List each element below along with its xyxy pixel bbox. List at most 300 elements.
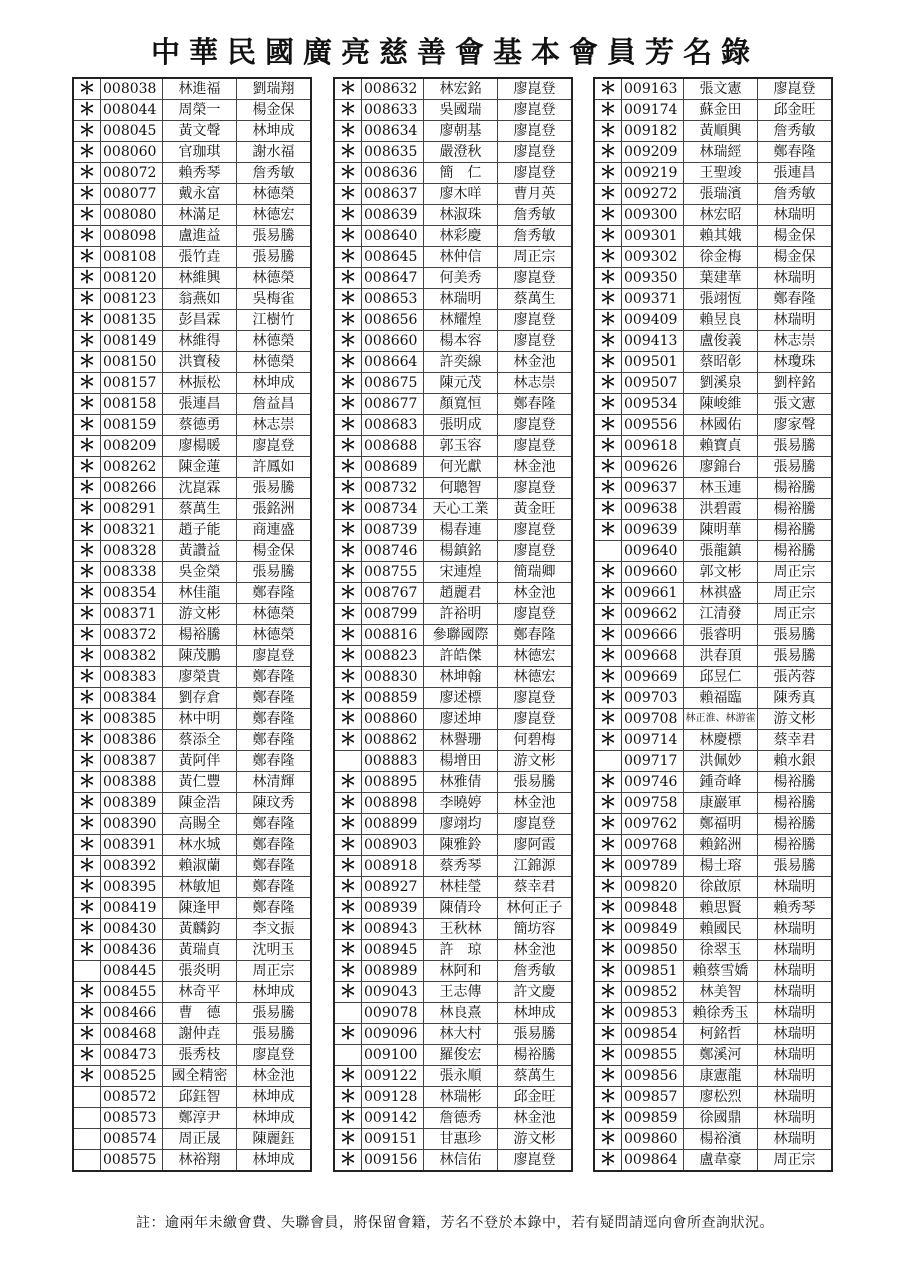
member-mark: ＊ xyxy=(74,457,101,478)
member-number: 009666 xyxy=(622,625,684,646)
referrer-name: 廖崑登 xyxy=(498,520,572,541)
member-number: 008157 xyxy=(101,373,163,394)
table-row xyxy=(74,79,310,100)
table-row xyxy=(335,688,571,709)
referrer-name: 廖崑登 xyxy=(237,1045,311,1066)
member-number: 008767 xyxy=(362,583,424,604)
member-number: 009151 xyxy=(362,1129,424,1150)
member-number: 008321 xyxy=(101,520,163,541)
table-row xyxy=(595,1003,831,1024)
table-row xyxy=(595,373,831,394)
member-mark xyxy=(595,541,622,562)
member-mark xyxy=(74,961,101,982)
member-name: 官珈琪 xyxy=(163,142,237,163)
table-row xyxy=(335,478,571,499)
member-name: 楊增田 xyxy=(424,751,498,772)
member-name: 林佳龍 xyxy=(163,583,237,604)
member-mark: ＊ xyxy=(335,499,362,520)
member-name: 林正淮、林游雀 xyxy=(684,709,758,730)
member-number: 009556 xyxy=(622,415,684,436)
referrer-name: 林金池 xyxy=(237,1066,311,1087)
member-number: 008419 xyxy=(101,898,163,919)
member-number: 008927 xyxy=(362,877,424,898)
table-row xyxy=(335,751,571,772)
member-mark: ＊ xyxy=(595,79,622,100)
page-title: 中華民國廣亮慈善會基本會員芳名錄 xyxy=(150,35,759,69)
member-name: 林振松 xyxy=(163,373,237,394)
member-name: 蔡德勇 xyxy=(163,415,237,436)
member-name: 徐啟原 xyxy=(684,877,758,898)
referrer-name: 鄭春隆 xyxy=(758,142,832,163)
member-number: 008862 xyxy=(362,730,424,751)
member-name: 羅俊宏 xyxy=(424,1045,498,1066)
member-table xyxy=(595,79,831,1170)
referrer-name: 張易騰 xyxy=(758,856,832,877)
referrer-name: 林志崇 xyxy=(237,415,311,436)
member-mark: ＊ xyxy=(335,583,362,604)
member-name: 廖錦台 xyxy=(684,457,758,478)
member-name: 周正晟 xyxy=(163,1129,237,1150)
member-number: 008903 xyxy=(362,835,424,856)
member-mark: ＊ xyxy=(74,583,101,604)
member-mark xyxy=(335,1045,362,1066)
member-mark: ＊ xyxy=(595,415,622,436)
referrer-name: 沈明玉 xyxy=(237,940,311,961)
table-row xyxy=(74,541,310,562)
member-name: 顏寬恒 xyxy=(424,394,498,415)
member-name: 賴秀琴 xyxy=(163,163,237,184)
member-name: 周榮一 xyxy=(163,100,237,121)
member-number: 008372 xyxy=(101,625,163,646)
table-row xyxy=(335,121,571,142)
member-name: 蔡秀琴 xyxy=(424,856,498,877)
table-row xyxy=(335,352,571,373)
referrer-name: 張易騰 xyxy=(758,436,832,457)
member-name: 鍾奇峰 xyxy=(684,772,758,793)
member-mark: ＊ xyxy=(595,898,622,919)
member-name: 楊裕濱 xyxy=(684,1129,758,1150)
member-mark: ＊ xyxy=(595,394,622,415)
referrer-name: 鄭春隆 xyxy=(237,688,311,709)
table-row xyxy=(595,1150,831,1171)
member-mark: ＊ xyxy=(335,625,362,646)
member-name: 游文彬 xyxy=(163,604,237,625)
member-mark: ＊ xyxy=(74,121,101,142)
member-mark: ＊ xyxy=(335,1150,362,1171)
table-row xyxy=(595,940,831,961)
member-number: 009219 xyxy=(622,163,684,184)
referrer-name: 楊裕騰 xyxy=(758,541,832,562)
member-name: 廖述標 xyxy=(424,688,498,709)
member-number: 009272 xyxy=(622,184,684,205)
referrer-name: 詹秀敏 xyxy=(498,226,572,247)
member-number: 008675 xyxy=(362,373,424,394)
table-row xyxy=(335,268,571,289)
member-mark: ＊ xyxy=(335,898,362,919)
referrer-name: 林德榮 xyxy=(237,604,311,625)
table-row xyxy=(74,1108,310,1129)
member-name: 戴永富 xyxy=(163,184,237,205)
referrer-name: 李文振 xyxy=(237,919,311,940)
referrer-name: 許文慶 xyxy=(498,982,572,1003)
table-row xyxy=(335,142,571,163)
member-number: 008385 xyxy=(101,709,163,730)
referrer-name: 廖崑登 xyxy=(498,415,572,436)
referrer-name: 周正宗 xyxy=(498,247,572,268)
referrer-name: 林金池 xyxy=(498,352,572,373)
referrer-name: 林瑞明 xyxy=(758,1003,832,1024)
member-number: 008859 xyxy=(362,688,424,709)
table-row xyxy=(595,268,831,289)
member-number: 009662 xyxy=(622,604,684,625)
member-mark: ＊ xyxy=(595,499,622,520)
referrer-name: 曹月英 xyxy=(498,184,572,205)
member-name: 陳倩玲 xyxy=(424,898,498,919)
member-number: 009174 xyxy=(622,100,684,121)
table-row xyxy=(74,898,310,919)
member-mark: ＊ xyxy=(595,646,622,667)
table-row xyxy=(595,835,831,856)
member-mark: ＊ xyxy=(335,457,362,478)
member-number: 009714 xyxy=(622,730,684,751)
referrer-name: 張易騰 xyxy=(758,646,832,667)
member-name: 張炎明 xyxy=(163,961,237,982)
member-name: 林耀煌 xyxy=(424,310,498,331)
member-mark: ＊ xyxy=(335,436,362,457)
member-mark: ＊ xyxy=(595,478,622,499)
table-row xyxy=(595,499,831,520)
referrer-name: 謝水福 xyxy=(237,142,311,163)
member-mark: ＊ xyxy=(74,415,101,436)
table-row xyxy=(335,184,571,205)
member-name: 吳金榮 xyxy=(163,562,237,583)
referrer-name: 吳梅雀 xyxy=(237,289,311,310)
member-name: 鄭溪河 xyxy=(684,1045,758,1066)
table-row xyxy=(335,835,571,856)
table-row xyxy=(335,583,571,604)
referrer-name: 林瑞明 xyxy=(758,1045,832,1066)
table-row xyxy=(335,436,571,457)
member-number: 009758 xyxy=(622,793,684,814)
member-mark: ＊ xyxy=(74,751,101,772)
member-mark: ＊ xyxy=(335,1024,362,1045)
table-row xyxy=(595,1087,831,1108)
member-name: 張瑞濱 xyxy=(684,184,758,205)
member-number: 008943 xyxy=(362,919,424,940)
member-number: 008080 xyxy=(101,205,163,226)
member-mark: ＊ xyxy=(335,709,362,730)
member-table xyxy=(74,79,310,1170)
table-row xyxy=(74,289,310,310)
member-mark: ＊ xyxy=(335,961,362,982)
member-mark: ＊ xyxy=(335,373,362,394)
member-name: 張文憲 xyxy=(684,79,758,100)
member-number: 008860 xyxy=(362,709,424,730)
referrer-name: 廖崑登 xyxy=(498,814,572,835)
table-row xyxy=(74,793,310,814)
member-name: 陳明華 xyxy=(684,520,758,541)
member-number: 008262 xyxy=(101,457,163,478)
referrer-name: 林德榮 xyxy=(237,268,311,289)
table-row xyxy=(335,1087,571,1108)
member-mark: ＊ xyxy=(595,730,622,751)
referrer-name: 何碧梅 xyxy=(498,730,572,751)
table-row xyxy=(335,625,571,646)
member-number: 009669 xyxy=(622,667,684,688)
member-mark: ＊ xyxy=(595,583,622,604)
member-name: 何聰智 xyxy=(424,478,498,499)
member-name: 林桂瑩 xyxy=(424,877,498,898)
table-row xyxy=(595,289,831,310)
referrer-name: 廖崑登 xyxy=(498,310,572,331)
table-row xyxy=(74,625,310,646)
member-name: 李曉婷 xyxy=(424,793,498,814)
member-mark: ＊ xyxy=(595,709,622,730)
referrer-name: 蔡幸君 xyxy=(498,877,572,898)
referrer-name: 張易騰 xyxy=(237,562,311,583)
table-row xyxy=(74,1150,310,1171)
member-name: 陳金浩 xyxy=(163,793,237,814)
member-mark: ＊ xyxy=(595,1108,622,1129)
member-name: 林敏旭 xyxy=(163,877,237,898)
table-row xyxy=(595,856,831,877)
member-number: 008632 xyxy=(362,79,424,100)
member-mark: ＊ xyxy=(595,1150,622,1171)
member-name: 林信佑 xyxy=(424,1150,498,1171)
member-name: 曹 德 xyxy=(163,1003,237,1024)
member-number: 008635 xyxy=(362,142,424,163)
member-number: 008209 xyxy=(101,436,163,457)
member-mark: ＊ xyxy=(595,352,622,373)
member-number: 008159 xyxy=(101,415,163,436)
table-row xyxy=(595,583,831,604)
member-name: 黃讚益 xyxy=(163,541,237,562)
member-name: 林淑珠 xyxy=(424,205,498,226)
member-number: 008883 xyxy=(362,751,424,772)
member-mark: ＊ xyxy=(595,688,622,709)
table-row xyxy=(595,814,831,835)
table-row xyxy=(74,394,310,415)
table-row xyxy=(595,205,831,226)
member-name: 廖述坤 xyxy=(424,709,498,730)
table-row xyxy=(335,646,571,667)
referrer-name: 蔡萬生 xyxy=(498,289,572,310)
member-number: 009820 xyxy=(622,877,684,898)
member-number: 008149 xyxy=(101,331,163,352)
member-mark: ＊ xyxy=(74,898,101,919)
referrer-name: 林瑞明 xyxy=(758,961,832,982)
member-number: 008120 xyxy=(101,268,163,289)
table-row xyxy=(335,331,571,352)
member-number: 008664 xyxy=(362,352,424,373)
member-number: 008123 xyxy=(101,289,163,310)
referrer-name: 廖崑登 xyxy=(498,1150,572,1171)
table-row xyxy=(74,205,310,226)
member-name: 蔡添全 xyxy=(163,730,237,751)
referrer-name: 張芮蓉 xyxy=(758,667,832,688)
referrer-name: 簡坊容 xyxy=(498,919,572,940)
member-number: 008816 xyxy=(362,625,424,646)
member-name: 趙麗君 xyxy=(424,583,498,604)
table-row xyxy=(335,457,571,478)
member-name: 林大村 xyxy=(424,1024,498,1045)
table-row xyxy=(335,877,571,898)
referrer-name: 邱金旺 xyxy=(498,1087,572,1108)
table-row xyxy=(74,499,310,520)
member-name: 林進福 xyxy=(163,79,237,100)
member-mark: ＊ xyxy=(595,121,622,142)
table-row xyxy=(595,1066,831,1087)
table-row xyxy=(335,961,571,982)
member-number: 008645 xyxy=(362,247,424,268)
table-row xyxy=(335,667,571,688)
referrer-name: 張文憲 xyxy=(758,394,832,415)
member-number: 009078 xyxy=(362,1003,424,1024)
referrer-name: 林瓊珠 xyxy=(758,352,832,373)
member-number: 008338 xyxy=(101,562,163,583)
table-row xyxy=(595,667,831,688)
member-mark: ＊ xyxy=(74,499,101,520)
table-row xyxy=(595,457,831,478)
referrer-name: 林坤成 xyxy=(237,373,311,394)
table-row xyxy=(595,142,831,163)
member-number: 008689 xyxy=(362,457,424,478)
member-name: 廖松烈 xyxy=(684,1087,758,1108)
referrer-name: 林瑞明 xyxy=(758,310,832,331)
referrer-name: 廖崑登 xyxy=(498,121,572,142)
member-mark: ＊ xyxy=(74,646,101,667)
member-number: 008108 xyxy=(101,247,163,268)
table-row xyxy=(595,625,831,646)
referrer-name: 陳玟秀 xyxy=(237,793,311,814)
referrer-name: 張易騰 xyxy=(237,478,311,499)
table-row xyxy=(74,436,310,457)
member-number: 009626 xyxy=(622,457,684,478)
table-row xyxy=(74,688,310,709)
member-number: 009350 xyxy=(622,268,684,289)
referrer-name: 楊金保 xyxy=(758,226,832,247)
member-name: 沈崑霖 xyxy=(163,478,237,499)
table-row xyxy=(74,163,310,184)
member-number: 008390 xyxy=(101,814,163,835)
table-row xyxy=(74,520,310,541)
member-mark: ＊ xyxy=(74,877,101,898)
referrer-name: 林坤成 xyxy=(498,1003,572,1024)
referrer-name: 林志崇 xyxy=(498,373,572,394)
table-row xyxy=(595,877,831,898)
member-mark: ＊ xyxy=(335,163,362,184)
table-row xyxy=(335,1150,571,1171)
member-number: 009860 xyxy=(622,1129,684,1150)
member-mark: ＊ xyxy=(74,310,101,331)
member-name: 康巖軍 xyxy=(684,793,758,814)
member-number: 008038 xyxy=(101,79,163,100)
referrer-name: 林何正子 xyxy=(498,898,572,919)
member-mark: ＊ xyxy=(74,205,101,226)
member-number: 009639 xyxy=(622,520,684,541)
referrer-name: 林德榮 xyxy=(237,352,311,373)
member-mark: ＊ xyxy=(74,835,101,856)
referrer-name: 林瑞明 xyxy=(758,982,832,1003)
member-mark: ＊ xyxy=(335,478,362,499)
table-row xyxy=(595,226,831,247)
member-number: 009640 xyxy=(622,541,684,562)
member-name: 張永順 xyxy=(424,1066,498,1087)
table-row xyxy=(335,814,571,835)
member-name: 康憲龍 xyxy=(684,1066,758,1087)
member-name: 賴昱良 xyxy=(684,310,758,331)
member-name: 林裕翔 xyxy=(163,1150,237,1171)
member-number: 008354 xyxy=(101,583,163,604)
member-name: 許裕明 xyxy=(424,604,498,625)
member-number: 008634 xyxy=(362,121,424,142)
table-row xyxy=(595,1129,831,1150)
referrer-name: 廖崑登 xyxy=(758,79,832,100)
referrer-name: 賴秀琴 xyxy=(758,898,832,919)
member-name: 洪碧霞 xyxy=(684,499,758,520)
referrer-name: 許鳳如 xyxy=(237,457,311,478)
member-name: 徐金梅 xyxy=(684,247,758,268)
member-number: 008895 xyxy=(362,772,424,793)
member-name: 吳國瑞 xyxy=(424,100,498,121)
member-number: 009302 xyxy=(622,247,684,268)
referrer-name: 鄭春隆 xyxy=(237,667,311,688)
referrer-name: 林金池 xyxy=(498,1108,572,1129)
member-name: 黃瑞貞 xyxy=(163,940,237,961)
member-mark: ＊ xyxy=(335,940,362,961)
table-row xyxy=(74,604,310,625)
member-number: 008466 xyxy=(101,1003,163,1024)
member-number: 008060 xyxy=(101,142,163,163)
member-name: 林維得 xyxy=(163,331,237,352)
member-number: 008653 xyxy=(362,289,424,310)
member-name: 劉存倉 xyxy=(163,688,237,709)
referrer-name: 周正宗 xyxy=(758,562,832,583)
referrer-name: 張易騰 xyxy=(498,1024,572,1045)
member-mark: ＊ xyxy=(74,163,101,184)
member-name: 鄭淳尹 xyxy=(163,1108,237,1129)
member-name: 黃順興 xyxy=(684,121,758,142)
member-number: 008387 xyxy=(101,751,163,772)
referrer-name: 黃金旺 xyxy=(498,499,572,520)
member-mark: ＊ xyxy=(74,184,101,205)
member-number: 008899 xyxy=(362,814,424,835)
table-row xyxy=(74,814,310,835)
member-mark: ＊ xyxy=(74,268,101,289)
member-mark: ＊ xyxy=(335,835,362,856)
member-mark: ＊ xyxy=(595,163,622,184)
member-mark: ＊ xyxy=(74,814,101,835)
table-row xyxy=(74,940,310,961)
member-name: 林宏昭 xyxy=(684,205,758,226)
referrer-name: 陳秀真 xyxy=(758,688,832,709)
member-mark: ＊ xyxy=(335,331,362,352)
table-row xyxy=(595,982,831,1003)
member-name: 盧韋豪 xyxy=(684,1150,758,1171)
member-name: 賴寶貞 xyxy=(684,436,758,457)
member-number: 009855 xyxy=(622,1045,684,1066)
member-number: 008898 xyxy=(362,793,424,814)
member-number: 008445 xyxy=(101,961,163,982)
member-name: 高賜全 xyxy=(163,814,237,835)
member-name: 林仲信 xyxy=(424,247,498,268)
member-name: 徐國鼎 xyxy=(684,1108,758,1129)
member-mark: ＊ xyxy=(595,1129,622,1150)
member-name: 林玉連 xyxy=(684,478,758,499)
table-row xyxy=(595,1108,831,1129)
table-row xyxy=(335,289,571,310)
referrer-name: 周正宗 xyxy=(758,583,832,604)
